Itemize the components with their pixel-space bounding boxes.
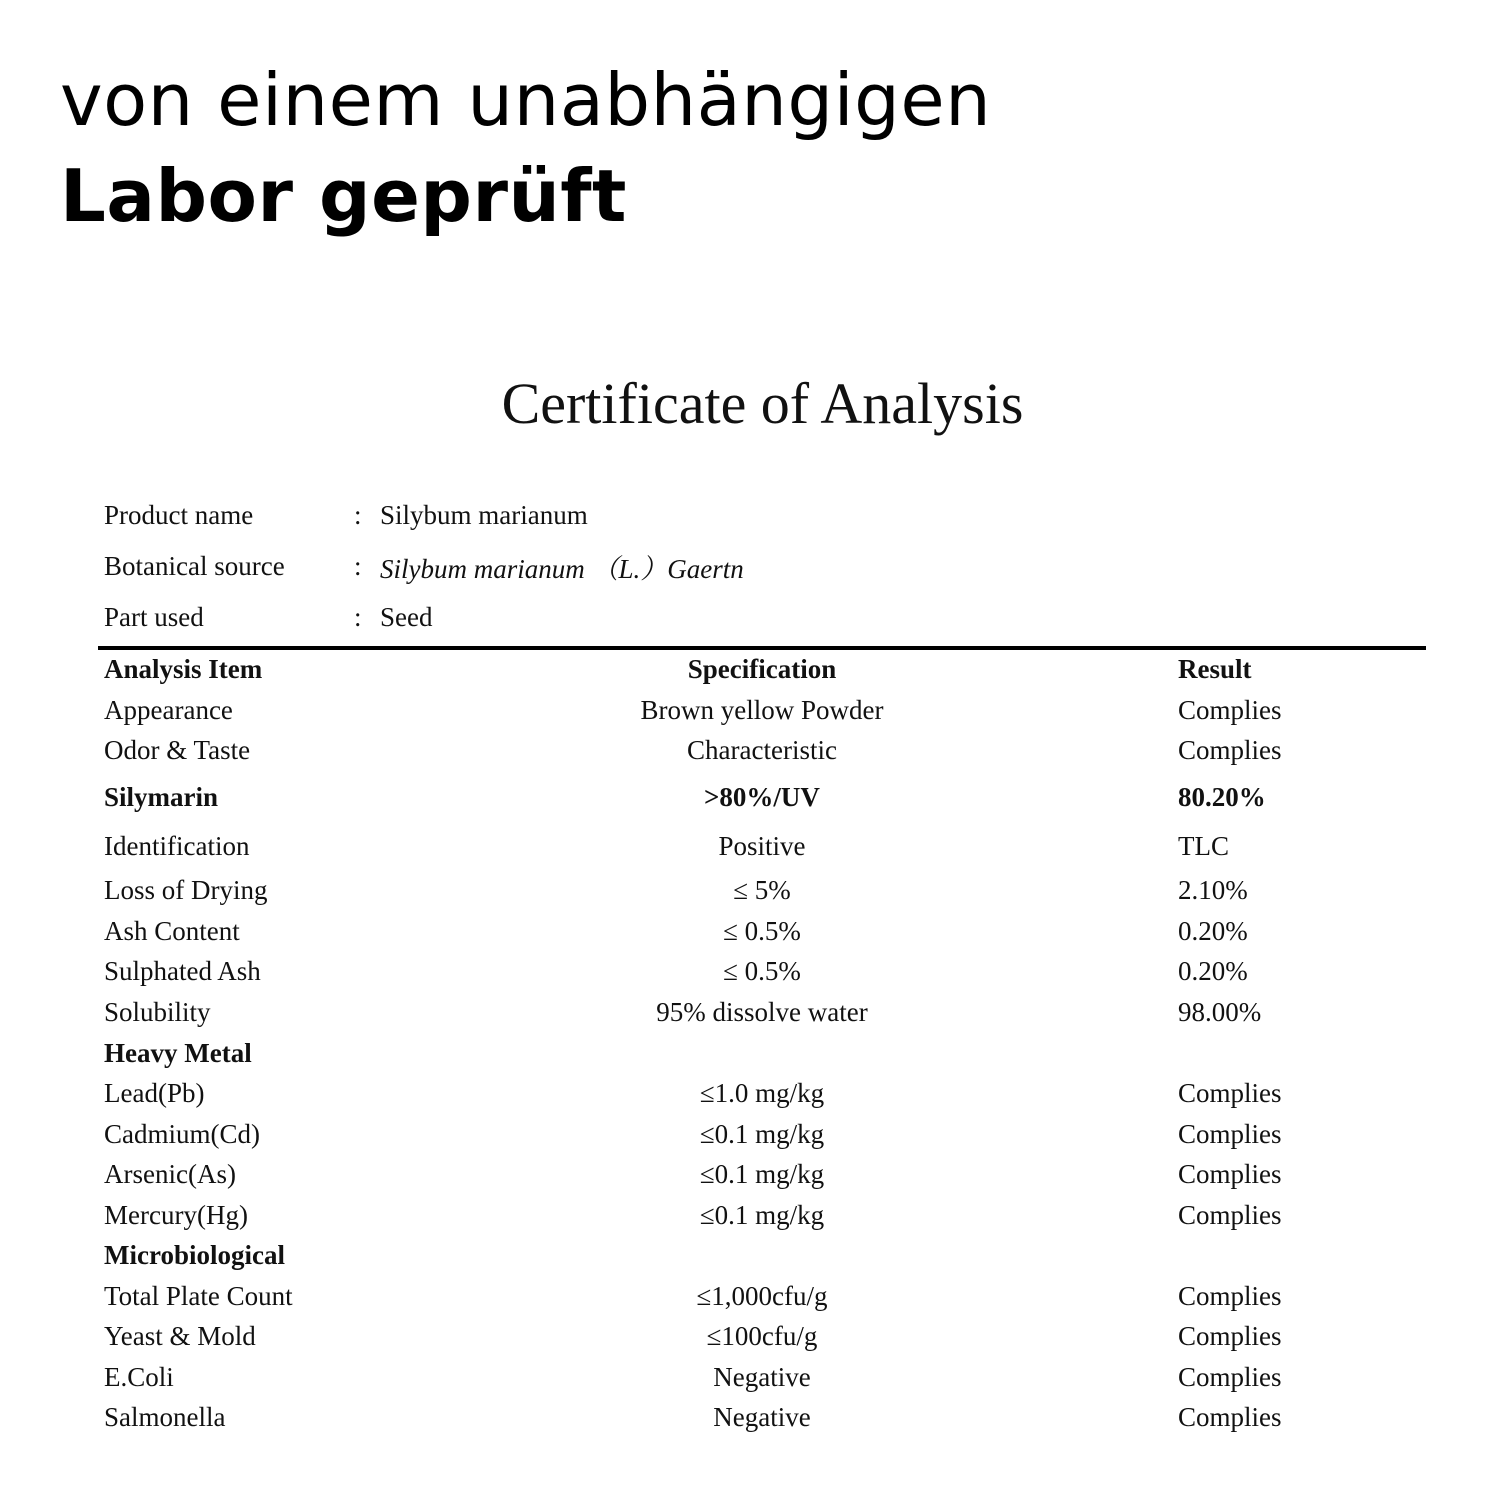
cell-item: Loss of Drying <box>104 874 268 905</box>
cell-item: Cadmium(Cd) <box>104 1118 260 1149</box>
cell-item: E.Coli <box>104 1361 174 1392</box>
cell-item: Arsenic(As) <box>104 1159 236 1189</box>
table-row <box>104 911 1424 951</box>
cell-specification: ≤1.0 mg/kg <box>699 1078 825 1108</box>
cell-result: Complies <box>1178 1321 1282 1351</box>
cell-item: Mercury(Hg) <box>104 1199 248 1230</box>
cell-specification: ≤ 0.5% <box>723 915 801 946</box>
meta-separator: : <box>354 602 362 632</box>
cell-specification: Brown yellow Powder <box>640 694 884 725</box>
cell-result: Complies <box>1178 1078 1282 1108</box>
cell-result: 0.20% <box>1178 915 1248 946</box>
header-analysis-item: Analysis Item <box>104 654 263 684</box>
cell-item: Sulphated Ash <box>104 956 261 986</box>
table-row <box>104 730 1424 771</box>
section-heading-row <box>104 1033 1424 1073</box>
cell-result: TLC <box>1178 830 1229 861</box>
cell-specification: >80%/UV <box>704 781 820 812</box>
table-row <box>104 1114 1424 1154</box>
cell-specification: Characteristic <box>687 735 837 765</box>
header-specification: Specification <box>687 654 837 684</box>
cell-specification: Positive <box>718 830 806 861</box>
cell-result: 0.20% <box>1178 956 1248 986</box>
table-row <box>104 1154 1424 1195</box>
analysis-table <box>104 649 1424 1438</box>
meta-row-botanical-source <box>104 541 744 592</box>
cell-item: Lead(Pb) <box>104 1078 205 1108</box>
cell-specification: Negative <box>713 1361 811 1392</box>
section-heading-row <box>104 1235 1424 1276</box>
table-row <box>104 690 1424 730</box>
table-row <box>104 823 1424 869</box>
meta-label: Part used <box>104 602 204 632</box>
cell-result: 98.00% <box>1178 997 1262 1027</box>
cell-specification: Negative <box>713 1402 811 1432</box>
cell-item: Ash Content <box>104 915 240 946</box>
cell-item: Odor & Taste <box>104 735 251 765</box>
cell-specification: ≤1,000cfu/g <box>696 1280 828 1311</box>
meta-row-part-used <box>104 592 744 643</box>
cell-result: Complies <box>1178 735 1282 765</box>
table-row-highlight <box>104 771 1424 823</box>
cell-item: Salmonella <box>104 1402 226 1432</box>
section-heading: Microbiological <box>104 1240 285 1270</box>
meta-label: Botanical source <box>104 551 285 581</box>
cell-specification: 95% dissolve water <box>656 997 868 1027</box>
cell-result: Complies <box>1178 1402 1282 1432</box>
cell-specification: ≤0.1 mg/kg <box>699 1118 825 1149</box>
headline-line-2: Labor geprüft <box>60 154 627 238</box>
header-result: Result <box>1178 654 1252 684</box>
section-heading: Heavy Metal <box>104 1037 252 1068</box>
meta-separator: : <box>354 500 362 530</box>
cell-specification: ≤0.1 mg/kg <box>699 1159 825 1189</box>
meta-separator: : <box>354 551 362 581</box>
table-row <box>104 1357 1424 1397</box>
table-row <box>104 1316 1424 1357</box>
headline-line-1: von einem unabhängigen <box>60 58 992 142</box>
table-row <box>104 951 1424 992</box>
cell-result: 80.20% <box>1178 781 1266 812</box>
table-row <box>104 869 1424 911</box>
cell-item: Yeast & Mold <box>104 1321 256 1351</box>
meta-value: Silybum marianum （L.）Gaertn <box>380 554 744 584</box>
cell-result: Complies <box>1178 1361 1282 1392</box>
table-row <box>104 1397 1424 1438</box>
cell-result: Complies <box>1178 1118 1282 1149</box>
meta-row-product-name <box>104 490 744 541</box>
meta-value: Silybum marianum <box>380 500 588 530</box>
cell-specification: ≤ 0.5% <box>723 956 801 986</box>
meta-label: Product name <box>104 500 254 530</box>
cell-item: Solubility <box>104 997 211 1027</box>
cell-item: Appearance <box>104 694 233 725</box>
certificate-title: Certificate of Analysis <box>501 371 1024 436</box>
cell-result: Complies <box>1178 1159 1282 1189</box>
headline <box>60 52 991 244</box>
product-meta <box>104 490 744 643</box>
cell-item: Total Plate Count <box>104 1280 293 1311</box>
table-row <box>104 1195 1424 1235</box>
table-row <box>104 1276 1424 1316</box>
table-row <box>104 1073 1424 1114</box>
table-row <box>104 992 1424 1033</box>
cell-result: 2.10% <box>1178 874 1248 905</box>
cell-result: Complies <box>1178 1280 1282 1311</box>
cell-result: Complies <box>1178 1199 1282 1230</box>
cell-specification: ≤ 5% <box>733 874 791 905</box>
cell-result: Complies <box>1178 694 1282 725</box>
cell-item: Silymarin <box>104 781 219 812</box>
cell-item: Identification <box>104 830 250 861</box>
meta-value: Seed <box>380 602 433 632</box>
table-header-row <box>104 649 1424 690</box>
cell-specification: ≤100cfu/g <box>706 1321 818 1351</box>
cell-specification: ≤0.1 mg/kg <box>699 1199 825 1230</box>
